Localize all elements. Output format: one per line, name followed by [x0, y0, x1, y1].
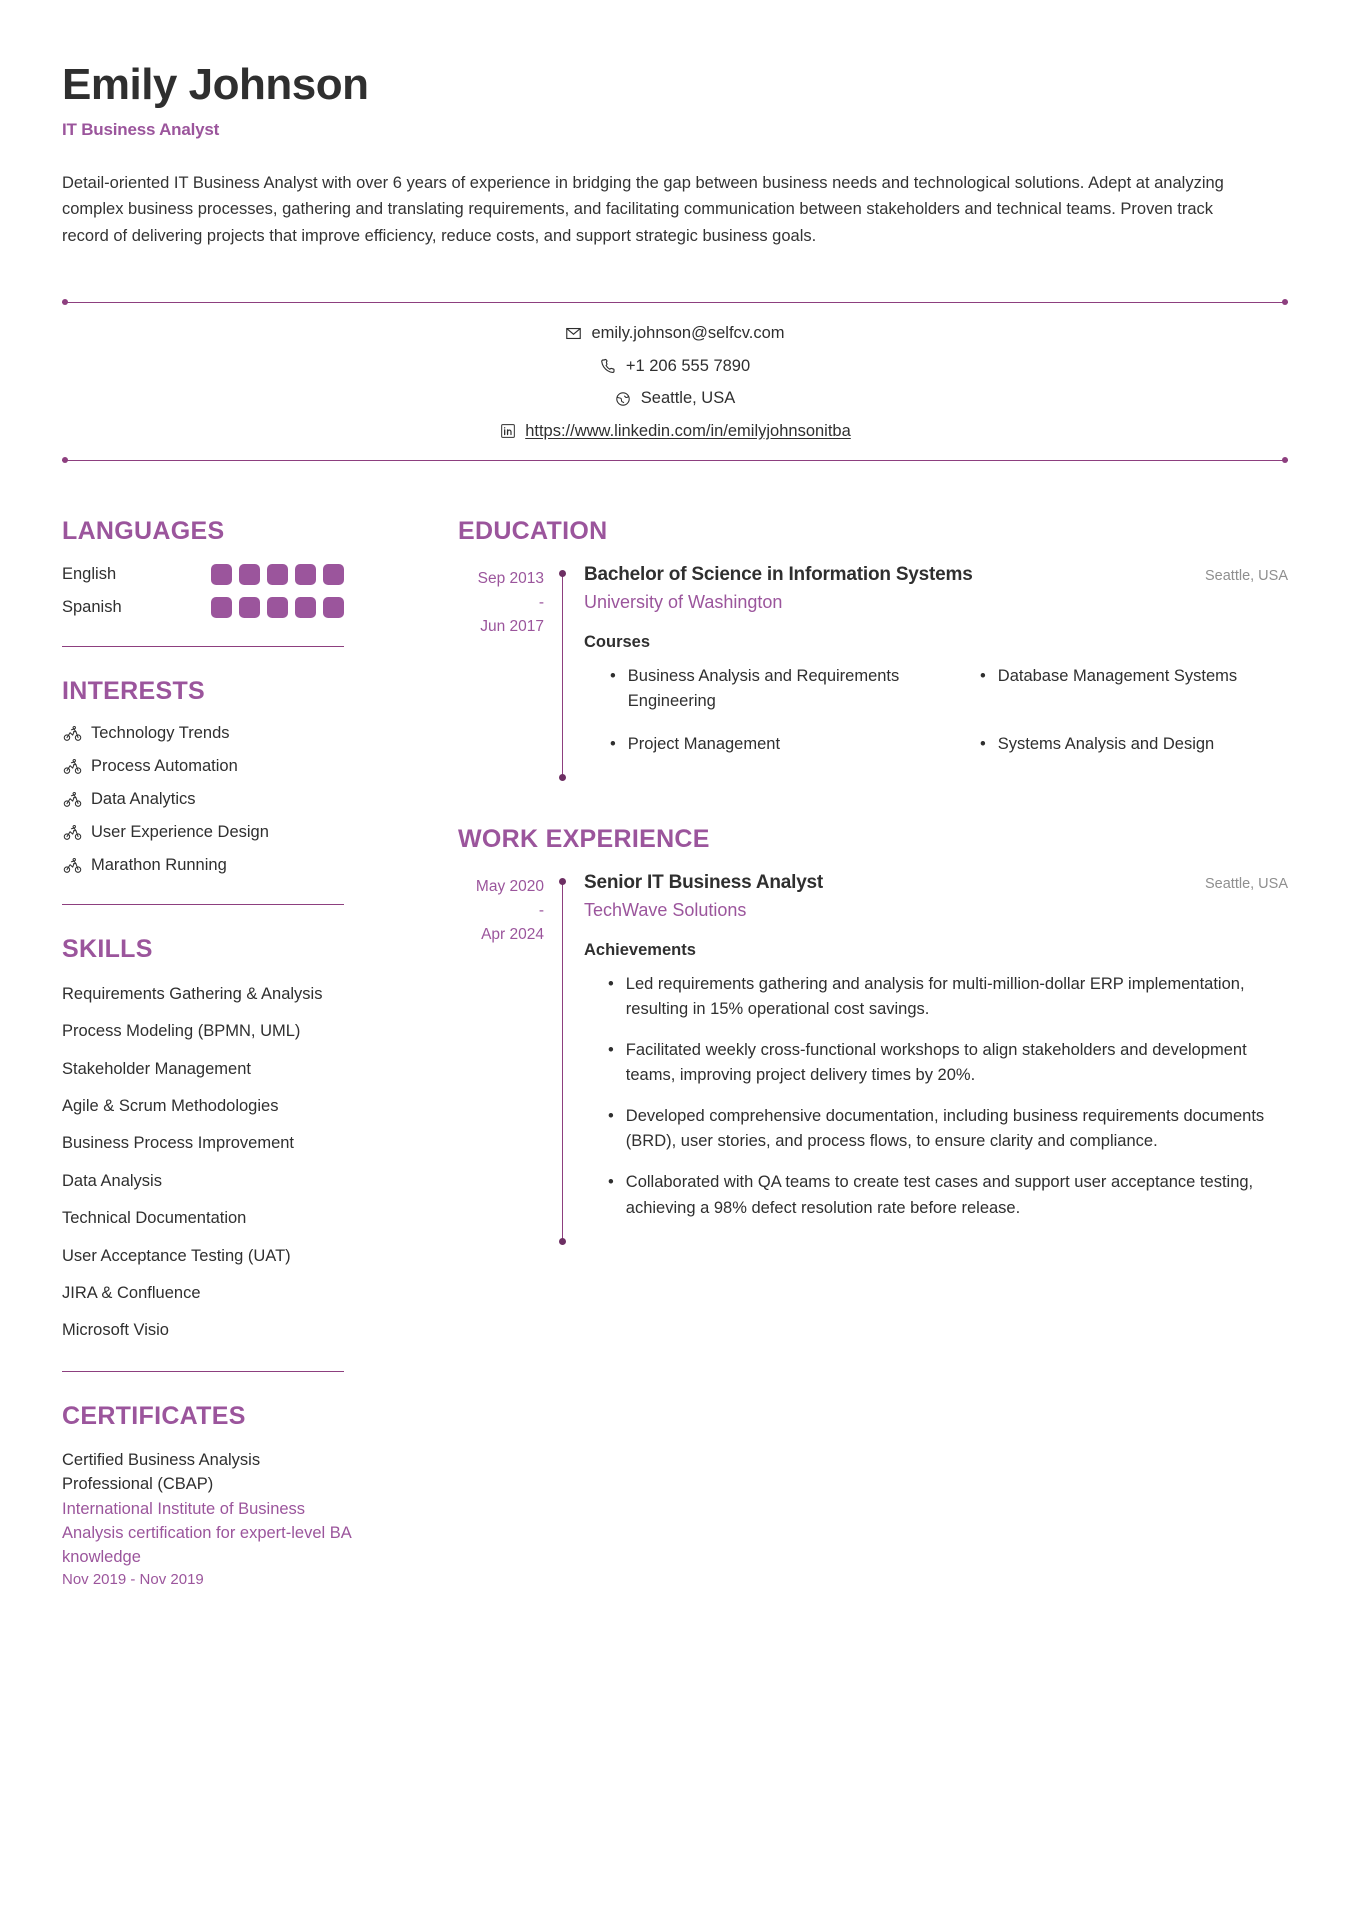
- course-item: [584, 732, 918, 757]
- work-entry: [458, 872, 1288, 1245]
- interest-item: [62, 823, 386, 843]
- level-dot: [323, 597, 344, 618]
- bullet-dot: •: [980, 666, 986, 685]
- education-entry-dates: [458, 564, 558, 781]
- skill-item: Microsoft Visio: [62, 1321, 169, 1340]
- bullet-dot: •: [608, 1107, 614, 1126]
- contact-linkedin-text[interactable]: https://www.linkedin.com/in/emilyjohnsonitba: [525, 422, 851, 440]
- achievement-text: Developed comprehensive documentation, including business requirements documents (BRD), user stories, and process flows, to ensure clarity and compliance.: [625, 1107, 1265, 1151]
- date-end: Jun 2017: [480, 617, 544, 635]
- language-name: Spanish: [62, 597, 122, 616]
- interests-section: [62, 677, 386, 876]
- certificates-section: [62, 1402, 386, 1589]
- interests-title: INTERESTS: [62, 676, 205, 705]
- section-spacer: [458, 781, 1288, 825]
- bullet-dot: •: [610, 666, 616, 685]
- linkedin-icon: [499, 423, 516, 440]
- bicycle-icon: [62, 823, 82, 843]
- body-columns: [62, 517, 1288, 1589]
- timeline-line: [562, 574, 563, 777]
- skill-item: User Acceptance Testing (UAT): [62, 1246, 291, 1265]
- languages-section: [62, 517, 386, 618]
- header: [62, 60, 1288, 250]
- level-dot: [211, 564, 232, 585]
- contact-location-text: Seattle, USA: [640, 389, 736, 408]
- language-item: [62, 564, 344, 585]
- level-dot: [239, 597, 260, 618]
- contact-email[interactable]: [565, 321, 784, 346]
- date-end: Apr 2024: [481, 926, 544, 944]
- education-entry: [458, 564, 1288, 781]
- courses-grid: [584, 664, 1288, 773]
- timeline-dot-bottom: [559, 1238, 566, 1245]
- language-name: English: [62, 564, 117, 583]
- skills-section: [62, 935, 386, 1343]
- envelope-icon: [565, 325, 582, 342]
- timeline-marker: [558, 872, 569, 1245]
- course-label: Project Management: [627, 734, 781, 753]
- bullet-dot: •: [610, 734, 616, 753]
- achievement-item: [584, 1170, 1288, 1220]
- contact-phone-text: +1 206 555 7890: [625, 356, 751, 375]
- course-item: [954, 664, 1288, 714]
- skill-item: Data Analysis: [62, 1171, 162, 1190]
- certificate-name: Certified Business Analysis Professional (CBAP): [62, 1450, 261, 1493]
- timeline-line: [562, 882, 563, 1241]
- work-entry-dates: [458, 872, 558, 1245]
- interest-item: [62, 757, 386, 777]
- education-entry-head: [584, 564, 1288, 586]
- achievement-item: [584, 972, 1288, 1022]
- section-divider: [62, 646, 344, 647]
- achievement-text: Facilitated weekly cross-functional workshops to align stakeholders and development teams, improving project delivery times by 20%.: [625, 1041, 1247, 1085]
- language-level-dots: [211, 597, 344, 618]
- timeline-dot-top: [559, 570, 566, 577]
- contact-rule-bottom: [62, 460, 1288, 461]
- degree-title: Bachelor of Science in Information Systems: [584, 563, 973, 585]
- achievements-label: Achievements: [584, 940, 696, 959]
- achievement-item: [584, 1104, 1288, 1154]
- interest-label: User Experience Design: [91, 823, 269, 842]
- level-dot: [211, 597, 232, 618]
- skill-item: Business Process Improvement: [62, 1134, 295, 1153]
- interest-item: [62, 724, 386, 744]
- bicycle-icon: [62, 724, 82, 744]
- date-separator: -: [538, 593, 544, 611]
- level-dot: [239, 564, 260, 585]
- education-location: Seattle, USA: [1204, 567, 1288, 584]
- bullet-dot: •: [608, 1173, 614, 1192]
- job-role: Senior IT Business Analyst: [584, 871, 824, 893]
- work-title: WORK EXPERIENCE: [458, 824, 710, 853]
- level-dot: [267, 597, 288, 618]
- language-level-dots: [211, 564, 344, 585]
- candidate-job-title: IT Business Analyst: [62, 119, 220, 139]
- bicycle-icon: [62, 790, 82, 810]
- contact-list: [62, 303, 1288, 460]
- contact-location[interactable]: [615, 386, 735, 411]
- achievements-list: [584, 972, 1288, 1221]
- course-item: [954, 732, 1288, 757]
- level-dot: [295, 597, 316, 618]
- education-entry-body: [569, 564, 1288, 781]
- interest-label: Data Analytics: [91, 790, 196, 809]
- left-column: [62, 517, 402, 1589]
- professional-summary: Detail-oriented IT Business Analyst with over 6 years of experience in bridging the gap between business needs and technological solutions. Adept at analyzing complex business processes, gathering and translating requirements, and facilitating communication between stakeholders and technical teams. Proven track record of delivering projects that improve efficiency, reduce costs, and support strategic business goals.: [62, 173, 1224, 246]
- interest-item: [62, 856, 386, 876]
- candidate-name: Emily Johnson: [62, 60, 369, 109]
- work-entry-head: [584, 872, 1288, 894]
- phone-icon: [600, 357, 617, 374]
- timeline-dot-bottom: [559, 774, 566, 781]
- contact-rule-top: [62, 302, 1288, 303]
- skill-item: Requirements Gathering & Analysis: [62, 984, 323, 1003]
- date-separator: -: [538, 902, 544, 919]
- certificate-description: International Institute of Business Analysis certification for expert-level BA knowledge: [62, 1499, 351, 1566]
- right-column: [402, 517, 1288, 1245]
- skill-item: Agile & Scrum Methodologies: [62, 1096, 279, 1115]
- education-title: EDUCATION: [458, 516, 608, 545]
- certificates-title: CERTIFICATES: [62, 1401, 246, 1430]
- level-dot: [323, 564, 344, 585]
- interest-label: Marathon Running: [91, 856, 227, 875]
- achievement-text: Collaborated with QA teams to create test cases and support user acceptance testing, achieving a 98% defect resolution rate before release.: [625, 1173, 1254, 1217]
- skill-item: Process Modeling (BPMN, UML): [62, 1022, 301, 1041]
- bullet-dot: •: [980, 734, 986, 753]
- courses-label: Courses: [584, 632, 651, 651]
- course-item: [584, 664, 918, 714]
- level-dot: [295, 564, 316, 585]
- achievement-text: Led requirements gathering and analysis for multi-million-dollar ERP implementation, resulting in 15% operational cost savings.: [625, 974, 1245, 1019]
- skill-item: Stakeholder Management: [62, 1059, 251, 1078]
- achievement-item: [584, 1038, 1288, 1088]
- interest-item: [62, 790, 386, 810]
- interest-label: Process Automation: [91, 757, 238, 776]
- date-start: May 2020: [475, 877, 544, 895]
- certificate-item: [62, 1449, 386, 1589]
- section-divider: [62, 1371, 344, 1372]
- timeline-dot-top: [559, 878, 566, 885]
- institution-name: University of Washington: [584, 591, 783, 612]
- skill-item: JIRA & Confluence: [62, 1284, 201, 1302]
- skill-item: Technical Documentation: [62, 1209, 247, 1228]
- level-dot: [267, 564, 288, 585]
- certificate-date: Nov 2019 - Nov 2019: [62, 1571, 204, 1589]
- skills-list: [62, 982, 386, 1343]
- work-section: [458, 825, 1288, 1245]
- contact-block: [62, 280, 1288, 481]
- course-label: Database Management Systems: [997, 666, 1238, 685]
- date-start: Sep 2013: [477, 569, 544, 587]
- bullet-dot: •: [608, 1041, 614, 1060]
- bullet-dot: •: [608, 974, 614, 993]
- course-label: Business Analysis and Requirements Engineering: [627, 666, 900, 710]
- interest-label: Technology Trends: [91, 724, 230, 743]
- skills-title: SKILLS: [62, 934, 153, 963]
- interests-list: [62, 724, 386, 876]
- contact-phone[interactable]: [600, 354, 750, 379]
- bicycle-icon: [62, 757, 82, 777]
- course-label: Systems Analysis and Design: [997, 734, 1215, 753]
- work-entry-body: [569, 872, 1288, 1245]
- language-item: [62, 597, 344, 618]
- education-section: [458, 517, 1288, 781]
- languages-list: [62, 564, 386, 618]
- languages-title: LANGUAGES: [62, 516, 225, 545]
- company-name: TechWave Solutions: [584, 899, 747, 920]
- work-location: Seattle, USA: [1204, 875, 1288, 892]
- section-divider: [62, 904, 344, 905]
- contact-linkedin[interactable]: [499, 419, 851, 444]
- timeline-marker: [558, 564, 569, 781]
- contact-email-text: emily.johnson@selfcv.com: [591, 323, 785, 342]
- globe-icon: [615, 390, 632, 407]
- bicycle-icon: [62, 856, 82, 876]
